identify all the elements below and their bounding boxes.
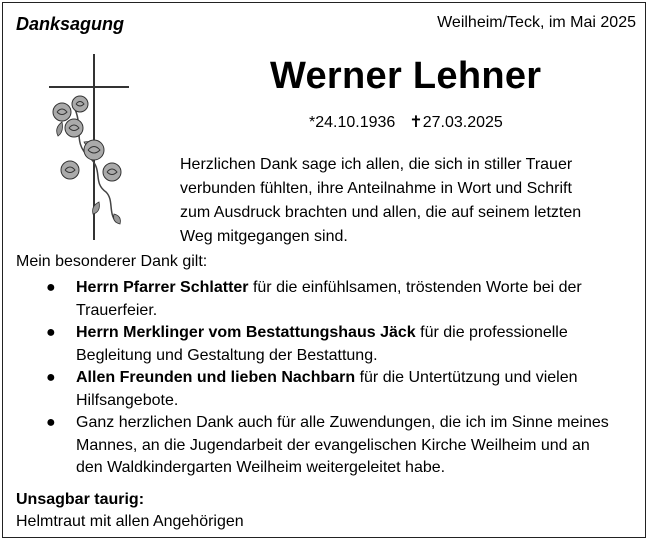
list-item-line: Mannes, an die Jugendarbeit der evangelischen Kirche Weilheim und an <box>76 436 590 454</box>
intro-line: Weg mitgegangen sind. <box>180 228 348 245</box>
bullet-icon: ● <box>46 324 56 341</box>
birth-date: *24.10.1936 <box>309 114 396 131</box>
life-dates <box>309 112 517 132</box>
list-item-line <box>76 412 636 435</box>
bullet-icon: ● <box>46 369 56 386</box>
intro-line: verbunden fühlten, ihre Anteilnahme in Wort und Schrift <box>180 180 572 197</box>
list-item-line: Begleitung und Gestaltung der Bestattung. <box>76 346 378 364</box>
special-thanks-label: Mein besonderer Dank gilt: <box>16 253 208 270</box>
deceased-name: Werner Lehner <box>270 55 542 97</box>
intro-line: Herzlichen Dank sage ich allen, die sich in stiller Trauer <box>180 156 573 173</box>
death-date: ✝27.03.2025 <box>409 114 503 131</box>
list-item-line: den Waldkindergarten Weilheim weitergeleitet habe. <box>76 459 446 476</box>
thanks-list <box>46 277 636 480</box>
signature-line-2: Helmtraut mit allen Angehörigen <box>16 513 244 530</box>
list-item <box>46 277 636 322</box>
intro-paragraph <box>180 153 630 249</box>
list-item <box>46 412 636 480</box>
list-item-bold: Herrn Pfarrer Schlatter <box>76 279 249 296</box>
list-item-text: für die professionelle <box>415 324 568 341</box>
list-item-bold: Herrn Merklinger vom Bestattungshaus Jäck <box>76 324 416 341</box>
bullet-icon: ● <box>46 414 56 431</box>
list-item-line: Trauerfeier. <box>76 301 158 319</box>
bullet-icon: ● <box>46 279 56 296</box>
signature-line-1: Unsagbar taurig: <box>16 491 145 508</box>
cross-with-roses-icon <box>44 52 134 242</box>
list-item-text: für die einfühlsamen, tröstenden Worte bei der <box>248 279 582 296</box>
place-date: Weilheim/Teck, im Mai 2025 <box>437 14 636 31</box>
list-item-line <box>76 277 636 300</box>
list-item-line <box>76 322 636 345</box>
intro-line: zum Ausdruck brachten und allen, die auf seinem letzten <box>180 204 582 221</box>
notice-heading: Danksagung <box>16 14 125 34</box>
list-item-text: Ganz herzlichen Dank auch für alle Zuwendungen, die ich im Sinne meines <box>76 414 609 431</box>
list-item-text: für die Untertützung und vielen <box>355 369 578 386</box>
list-item <box>46 367 636 412</box>
list-item-bold: Allen Freunden und lieben Nachbarn <box>76 369 356 386</box>
list-item-line <box>76 367 636 390</box>
list-item-line: Hilfsangebote. <box>76 391 179 409</box>
list-item <box>46 322 636 367</box>
